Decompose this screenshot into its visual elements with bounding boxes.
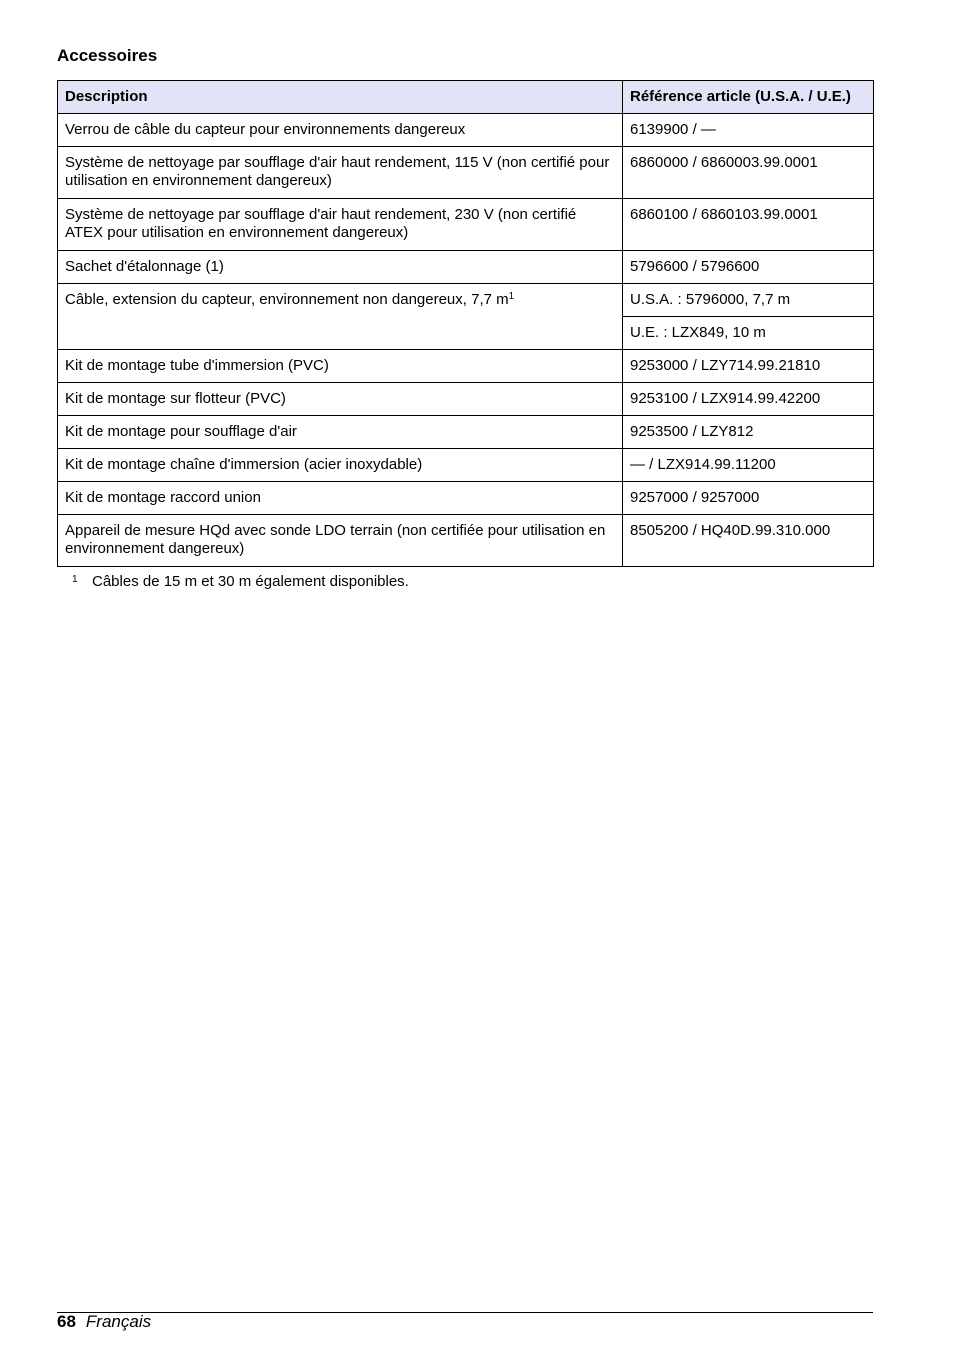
table-row — [58, 350, 874, 383]
reference-cell: 6139900 / — — [623, 114, 874, 147]
reference-cell: — / LZX914.99.11200 — [623, 449, 874, 482]
page-footer — [57, 1312, 151, 1332]
description-cell: Kit de montage sur flotteur (PVC) — [58, 383, 623, 416]
reference-cell: 9253100 / LZX914.99.42200 — [623, 383, 874, 416]
reference-cell: 5796600 / 5796600 — [623, 251, 874, 284]
column-header-description: Description — [58, 81, 623, 114]
footnote-reference[interactable]: 1 — [508, 291, 515, 302]
table-header-row — [58, 81, 874, 114]
description-cell: Système de nettoyage par soufflage d'air haut rendement, 230 V (non certifié ATEX pour utilisation en environnement dangereux) — [58, 199, 623, 251]
table-row — [58, 383, 874, 416]
description-cell — [58, 284, 623, 350]
reference-cell: 9253500 / LZY812 — [623, 416, 874, 449]
table-row — [58, 284, 874, 317]
section-title: Accessoires — [57, 46, 158, 65]
reference-cell: U.S.A. : 5796000, 7,7 m — [623, 284, 874, 317]
footnote-text: Câbles de 15 m et 30 m également disponibles. — [92, 573, 409, 590]
description-cell: Sachet d'étalonnage (1) — [58, 251, 623, 284]
table-row — [58, 416, 874, 449]
table-row — [58, 199, 874, 251]
footer-language: Français — [85, 1312, 152, 1331]
description-text: Câble, extension du capteur, environnement non dangereux, 7,7 m — [65, 291, 509, 308]
reference-cell: 8505200 / HQ40D.99.310.000 — [623, 515, 874, 567]
description-cell: Kit de montage raccord union — [58, 482, 623, 515]
table-row — [58, 482, 874, 515]
reference-cell: U.E. : LZX849, 10 m — [623, 317, 874, 350]
reference-cell: 6860100 / 6860103.99.0001 — [623, 199, 874, 251]
footnote-mark: 1 — [72, 574, 78, 585]
page-number: 68 — [57, 1312, 76, 1331]
description-cell: Appareil de mesure HQd avec sonde LDO terrain (non certifiée pour utilisation en environnement dangereux) — [58, 515, 623, 567]
reference-cell: 9257000 / 9257000 — [623, 482, 874, 515]
description-cell: Verrou de câble du capteur pour environnements dangereux — [58, 114, 623, 147]
column-header-reference: Référence article (U.S.A. / U.E.) — [623, 81, 874, 114]
table-row — [58, 251, 874, 284]
table-row — [58, 515, 874, 567]
reference-cell: 6860000 / 6860003.99.0001 — [623, 147, 874, 199]
table-row — [58, 449, 874, 482]
table-row — [58, 114, 874, 147]
description-cell: Kit de montage tube d'immersion (PVC) — [58, 350, 623, 383]
reference-cell: 9253000 / LZY714.99.21810 — [623, 350, 874, 383]
description-cell: Kit de montage pour soufflage d'air — [58, 416, 623, 449]
footer-divider — [57, 1312, 873, 1313]
description-cell: Système de nettoyage par soufflage d'air haut rendement, 115 V (non certifié pour utilisation en environnement dangereux) — [58, 147, 623, 199]
table-row — [58, 147, 874, 199]
description-cell: Kit de montage chaîne d'immersion (acier inoxydable) — [58, 449, 623, 482]
accessories-table — [57, 80, 874, 567]
